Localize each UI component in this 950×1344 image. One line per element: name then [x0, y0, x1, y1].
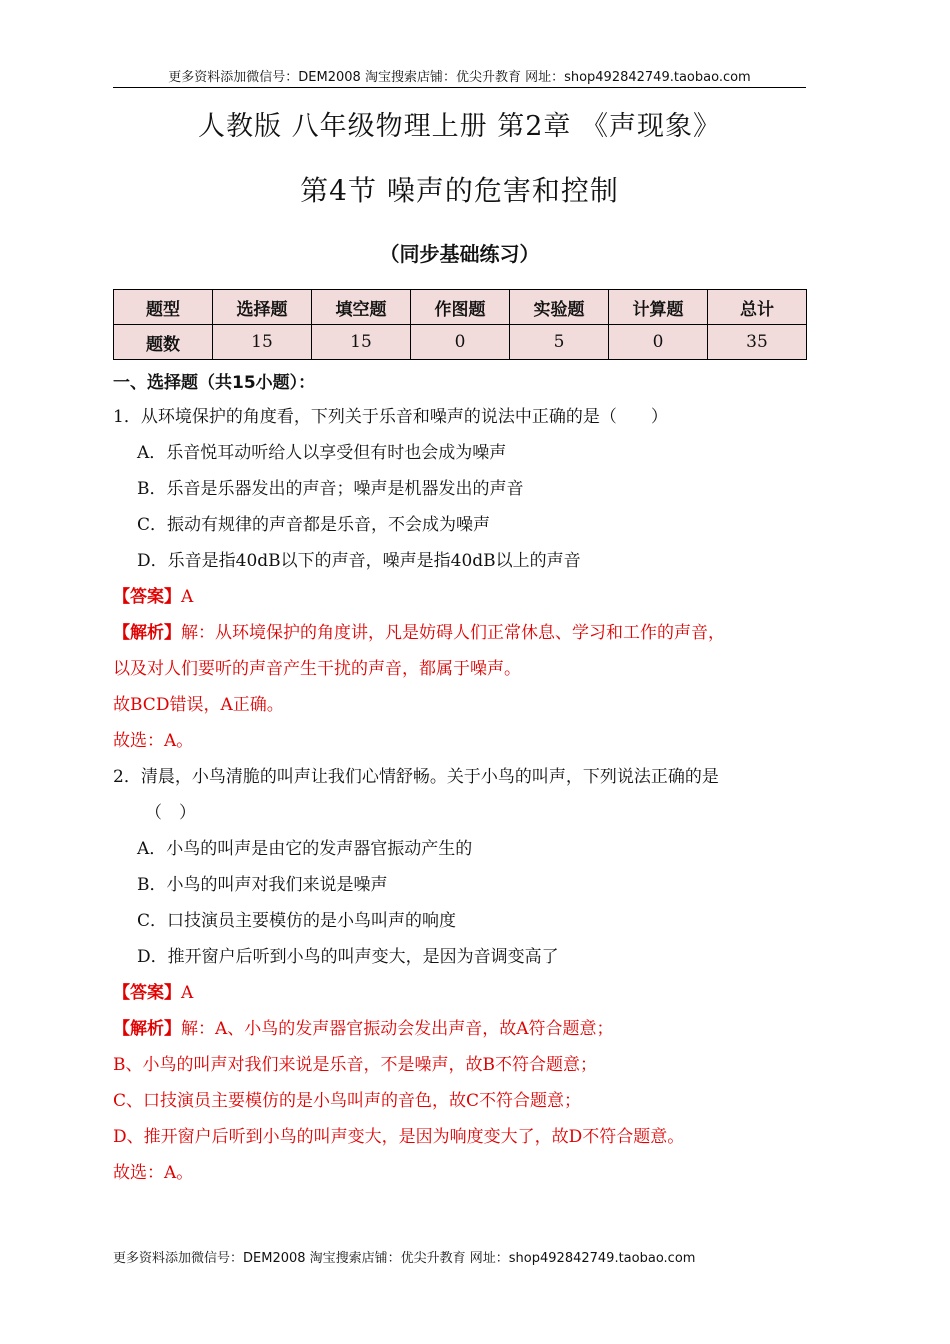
document-title: 人教版 八年级物理上册 第2章 《声现象》	[198, 111, 721, 142]
stats-header-cell: 填空题	[312, 290, 411, 325]
answer-value: A	[181, 983, 194, 1003]
analysis-text: 解：A、小鸟的发声器官振动会发出声音，故A符合题意；	[181, 1019, 614, 1039]
option-a: A．乐音悦耳动听给人以享受但有时也会成为噪声	[137, 443, 507, 463]
section-title: 第4节 噪声的危害和控制	[300, 174, 619, 207]
question-stem: 2．清晨，小鸟清脆的叫声让我们心情舒畅。关于小鸟的叫声，下列说法正确的是	[113, 767, 719, 787]
analysis-label: 【解析】	[113, 1019, 181, 1039]
stats-count-cell: 5	[510, 325, 609, 360]
question-stats-table	[113, 289, 807, 360]
stats-header-cell: 计算题	[609, 290, 708, 325]
stats-count-cell: 15	[312, 325, 411, 360]
answer-line	[113, 582, 193, 607]
stats-header-cell: 实验题	[510, 290, 609, 325]
option-d: D．推开窗户后听到小鸟的叫声变大，是因为音调变高了	[137, 947, 559, 967]
header-rule	[113, 87, 806, 88]
analysis-text: 故BCD错误，A正确。	[113, 695, 284, 715]
option-d: D．乐音是指40dB以下的声音，噪声是指40dB以上的声音	[137, 551, 581, 571]
stats-count-cell: 0	[411, 325, 510, 360]
stats-header-cell: 总计	[708, 290, 807, 325]
option-b: B．乐音是乐器发出的声音；噪声是机器发出的声音	[137, 479, 524, 499]
conclusion-text: 故选：A。	[113, 1163, 194, 1183]
analysis-label: 【解析】	[113, 623, 181, 643]
analysis-text: 以及对人们要听的声音产生干扰的声音，都属于噪声。	[113, 659, 521, 679]
stats-count-cell: 15	[213, 325, 312, 360]
section-heading: 一、选择题（共15小题）：	[113, 373, 316, 393]
stats-header-cell: 选择题	[213, 290, 312, 325]
option-b: B．小鸟的叫声对我们来说是噪声	[137, 875, 388, 895]
page-footer: 更多资料添加微信号：DEM2008 淘宝搜索店铺：优尖升教育 网址：shop492842749.taobao.com	[113, 1251, 696, 1266]
analysis-text: D、推开窗户后听到小鸟的叫声变大，是因为响度变大了，故D不符合题意。	[113, 1127, 685, 1147]
conclusion-text: 故选：A。	[113, 731, 194, 751]
stats-count-cell: 35	[708, 325, 807, 360]
stats-count-row	[114, 325, 807, 360]
option-c: C．口技演员主要模仿的是小鸟叫声的响度	[137, 911, 457, 931]
analysis-text: B、小鸟的叫声对我们来说是乐音，不是噪声，故B不符合题意；	[113, 1055, 597, 1075]
stats-header-row	[114, 290, 807, 325]
option-c: C．振动有规律的声音都是乐音，不会成为噪声	[137, 515, 491, 535]
question-stem-cont: （ ）	[145, 803, 196, 823]
page-header: 更多资料添加微信号：DEM2008 淘宝搜索店铺：优尖升教育 网址：shop492842749.taobao.com	[168, 70, 751, 85]
stats-count-cell: 0	[609, 325, 708, 360]
analysis-line	[113, 1014, 614, 1039]
analysis-text: C、口技演员主要模仿的是小鸟叫声的音色，故C不符合题意；	[113, 1091, 582, 1111]
analysis-line	[113, 618, 725, 643]
answer-label: 【答案】	[113, 587, 181, 607]
option-a: A．小鸟的叫声是由它的发声器官振动产生的	[137, 839, 473, 859]
question-stem: 1．从环境保护的角度看，下列关于乐音和噪声的说法中正确的是（ ）	[113, 407, 668, 427]
answer-line	[113, 978, 193, 1003]
answer-label: 【答案】	[113, 983, 181, 1003]
answer-value: A	[181, 587, 194, 607]
stats-count-cell: 题数	[114, 325, 213, 360]
subtitle: （同步基础练习）	[379, 242, 540, 266]
analysis-text: 解：从环境保护的角度讲，凡是妨碍人们正常休息、学习和工作的声音，	[181, 623, 725, 643]
stats-header-cell: 题型	[114, 290, 213, 325]
stats-header-cell: 作图题	[411, 290, 510, 325]
